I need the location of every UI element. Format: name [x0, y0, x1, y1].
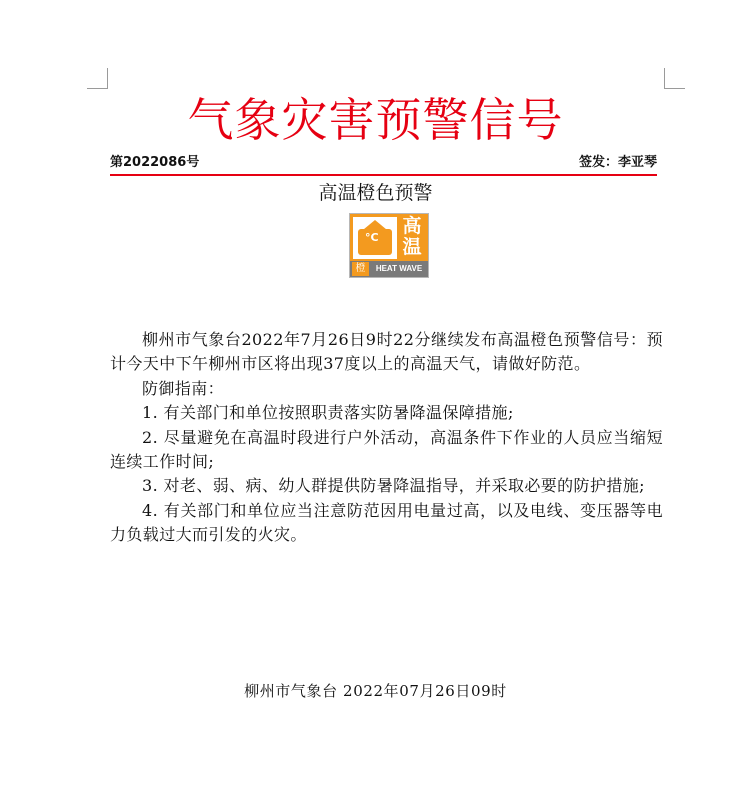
guide-item: 3. 对老、弱、病、幼人群提供防暑降温指导，并采取必要的防护措施;: [142, 476, 645, 496]
crop-mark-top-left: [87, 68, 108, 89]
document-title: 气象灾害预警信号: [187, 93, 564, 147]
heat-wave-orange-warning-icon: [349, 213, 429, 278]
red-divider: [110, 174, 657, 176]
issuer-footer: 柳州市气象台 2022年07月26日09时: [244, 682, 507, 700]
warning-body: [110, 328, 663, 548]
signer: 签发：李亚琴: [578, 155, 657, 170]
crop-mark-top-right: [664, 68, 685, 89]
guide-item: 1. 有关部门和单位按照职责落实防暑降温保障措施;: [142, 403, 514, 423]
guide-item: 4. 有关部门和单位应当注意防范因用电量过高，以及电线、变压器等电力负载过大而引发的火灾。: [110, 500, 663, 545]
intro-paragraph: 柳州市气象台2022年7月26日9时22分继续发布高温橙色预警信号：预计今天中下午柳州市区将出现37度以上的高温天气，请做好防范。: [110, 330, 663, 374]
guide-item: 2. 尽量避免在高温时段进行户外活动，高温条件下作业的人员应当缩短连续工作时间;: [110, 427, 663, 472]
document-number: 第2022086号: [110, 155, 200, 170]
badge-bottom-bar: [350, 261, 428, 277]
thermometer-house-icon: [353, 217, 397, 259]
badge-label-en: HEAT WAVE: [375, 264, 423, 273]
guide-heading: 防御指南：: [142, 378, 225, 398]
badge-level: 橙: [352, 262, 369, 276]
degree-label: °C: [365, 231, 379, 244]
warning-subtitle: 高温橙色预警: [318, 182, 433, 204]
badge-label-cn: 高温: [402, 215, 422, 258]
